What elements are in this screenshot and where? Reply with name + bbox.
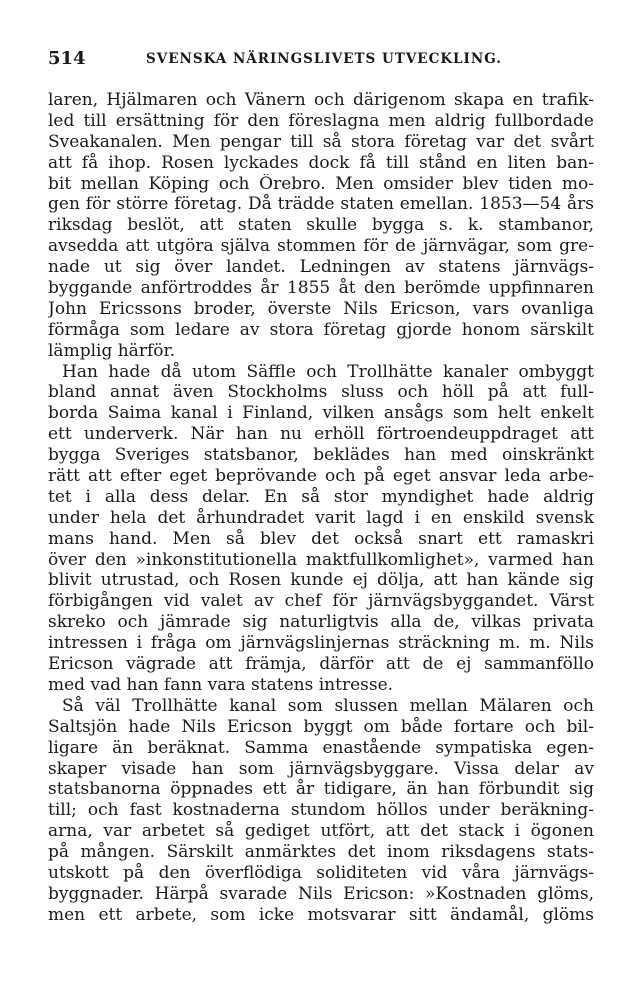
paragraph bbox=[48, 90, 594, 362]
text-line: rätt att efter eget beprövande och på eget ansvar leda arbe- bbox=[48, 466, 594, 487]
text-line: men ett arbete, som icke motsvarar sitt ändamål, glöms bbox=[48, 904, 594, 925]
text-line: förmåga som ledare av stora företag gjorde honom särskilt bbox=[48, 319, 594, 340]
text-line: avsedda att utgöra själva stommen för de järnvägar, som gre- bbox=[48, 236, 594, 257]
text-line: John Ericssons broder, överste Nils Ericson, vars ovanliga bbox=[48, 298, 594, 319]
text-line: laren, Hjälmaren och Vänern och därigenom skapa en trafik- bbox=[48, 90, 594, 110]
text-line: på mången. Särskilt anmärktes det inom riksdagens stats- bbox=[48, 842, 594, 863]
paragraph bbox=[48, 696, 594, 926]
body-text bbox=[48, 90, 594, 926]
text-line: att få ihop. Rosen lyckades dock få till stånd en liten ban- bbox=[48, 152, 594, 173]
text-line: gen för större företag. Då trädde staten emellan. 1853—54 års bbox=[48, 194, 594, 215]
text-line: byggande anförtroddes år 1855 åt den berömde uppfinnaren bbox=[48, 278, 594, 299]
text-line: ett underverk. När han nu erhöll förtroendeuppdraget att bbox=[48, 424, 594, 445]
text-line: lämplig härför. bbox=[48, 340, 176, 361]
text-line: förbigången vid valet av chef för järnvägsbyggandet. Värst bbox=[48, 591, 594, 612]
text-line: över den »inkonstitutionella maktfullkomlighet», varmed han bbox=[48, 549, 594, 570]
text-line: nade ut sig över landet. Ledningen av statens järnvägs- bbox=[48, 257, 594, 278]
text-line: led till ersättning för den föreslagna men aldrig fullbordade bbox=[48, 110, 594, 131]
text-line: tet i alla dess delar. En så stor myndighet hade aldrig bbox=[48, 486, 594, 507]
text-line: statsbanorna öppnades ett år tidigare, än han förbundit sig bbox=[48, 779, 594, 800]
text-line: skaper visade han som järnvägsbyggare. Vissa delar av bbox=[48, 758, 594, 779]
page-header bbox=[48, 48, 594, 74]
text-line: under hela det århundradet varit lagd i en enskild svensk bbox=[48, 507, 594, 528]
running-title: SVENSKA NÄRINGSLIVETS UTVECKLING. bbox=[146, 51, 502, 67]
text-line: Han hade då utom Säffle och Trollhätte kanaler ombyggt bbox=[62, 361, 594, 382]
text-line: ligare än beräknat. Samma enastående sympatiska egen- bbox=[48, 737, 594, 758]
text-line: bland annat även Stockholms sluss och höll på att full- bbox=[48, 382, 594, 403]
text-line: Sveakanalen. Men pengar till så stora företag var det svårt bbox=[48, 131, 594, 152]
text-line: till; och fast kostnaderna stundom höllos under beräkning- bbox=[48, 800, 594, 821]
text-line: skreko och jämrade sig naturligtvis alla de, vilkas privata bbox=[48, 612, 594, 633]
text-line: byggnader. Härpå svarade Nils Ericson: »Kostnaden glöms, bbox=[48, 883, 594, 904]
text-line: intressen i fråga om järnvägslinjernas sträckning m. m. Nils bbox=[48, 633, 594, 654]
text-line: bit mellan Köping och Örebro. Men omsider blev tiden mo- bbox=[48, 173, 594, 194]
text-line: bygga Sveriges statsbanor, beklädes han med oinskränkt bbox=[48, 445, 594, 466]
page-number: 514 bbox=[48, 48, 86, 69]
text-line: riksdag beslöt, att staten skulle bygga s. k. stambanor, bbox=[48, 215, 594, 236]
text-line: borda Saima kanal i Finland, vilken ansågs som helt enkelt bbox=[48, 403, 594, 424]
text-line: arna, var arbetet så gediget utfört, att det stack i ögonen bbox=[48, 821, 594, 842]
text-line: Saltsjön hade Nils Ericson byggt om både fortare och bil- bbox=[48, 716, 594, 737]
text-line: mans hand. Men så blev det också snart ett ramaskri bbox=[48, 528, 594, 549]
text-line: blivit utrustad, och Rosen kunde ej dölja, att han kände sig bbox=[48, 570, 594, 591]
text-line: med vad han fann vara statens intresse. bbox=[48, 674, 394, 695]
paragraph bbox=[48, 362, 594, 696]
text-line: utskott på den överflödiga soliditeten vid våra järnvägs- bbox=[48, 862, 594, 883]
text-line: Ericson vägrade att främja, därför att de ej sammanföllo bbox=[48, 654, 594, 675]
text-line: Så väl Trollhätte kanal som slussen mellan Mälaren och bbox=[62, 695, 594, 716]
